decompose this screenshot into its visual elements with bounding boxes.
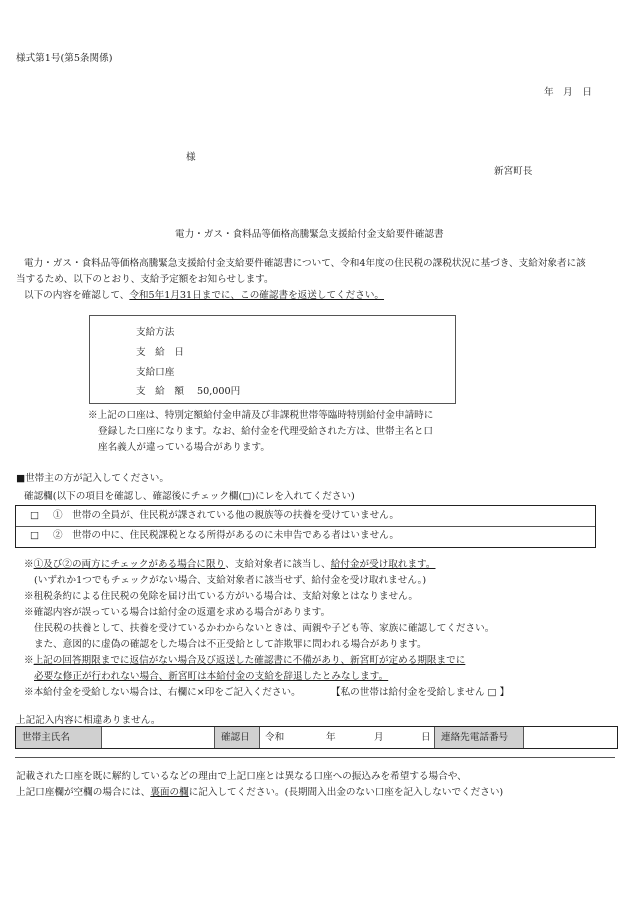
section-heading: ■世帯主の方が記入してください。: [16, 473, 169, 484]
account-note-line-1: ※上記の口座は、特別定額給付金申請及び非課税世帯等臨時特別給付金申請時に: [88, 410, 434, 421]
divider: [15, 757, 615, 758]
check-text-2: ② 世帯の中に、住民税課税となる所得があるのに未申告である者はいません。: [53, 530, 399, 541]
payment-method-label: 支給方法: [136, 327, 175, 338]
check-table: [15, 505, 596, 548]
note-3-continuation-1: 住民税の扶養として、扶養を受けているかわからないときは、両親や子ども等、家族に確認してください。: [34, 623, 495, 634]
back-page-reference: 裏面の欄: [150, 787, 189, 798]
account-note-line-3: 座名義人が違っている場合があります。: [98, 442, 270, 453]
confirm-date-label: 確認日: [215, 727, 260, 748]
date-year: 年: [326, 732, 336, 743]
intro-line-2: 当するため、以下のとおり、支給予定額をお知らせします。: [16, 274, 274, 285]
payment-info-box: [89, 315, 456, 404]
confirm-date-field[interactable]: [260, 727, 435, 748]
note-4-mark: ※: [24, 655, 34, 666]
check-text-1: ① 世帯の全員が、住民税が課されている他の親族等の扶養を受けていません。: [53, 510, 399, 521]
check-instruction: 確認欄(以下の項目を確認し、確認後にチェック欄(□)にレを入れてください): [24, 491, 355, 502]
intro-line-1: 電力・ガス・食料品等価格高騰緊急支援給付金支給要件確認書について、令和4年度の住民税の課税状況に基づき、支給対象者に該: [24, 258, 586, 269]
note-1: [24, 556, 435, 570]
payment-account-label: 支給口座: [136, 367, 175, 378]
note-1-result: 給付金が受け取れます。: [330, 559, 436, 570]
document-title: 電力・ガス・食料品等価格高騰緊急支援給付金支給要件確認書: [175, 229, 444, 240]
intro-line-3-prefix: 以下の内容を確認して、: [24, 290, 130, 301]
form-number: 様式第1号(第5条関係): [16, 53, 113, 64]
check-row-1: [16, 506, 595, 527]
phone-field[interactable]: [524, 727, 617, 748]
footer-line-2: [16, 784, 503, 798]
footer-line-2-suffix: に記入してください。(長期間入出金のない口座を記入しないでください): [188, 787, 504, 798]
intro-line-3: [24, 287, 384, 301]
check-box-2[interactable]: □: [30, 530, 40, 541]
note-1-middle: 、支給対象者に該当し、: [225, 559, 331, 570]
decline-checkbox-label[interactable]: 【私の世帯は給付金を受給しません □ 】: [331, 687, 510, 698]
householder-name-field[interactable]: [102, 727, 215, 748]
addressee-suffix: 様: [186, 152, 196, 163]
date-month: 月: [374, 732, 384, 743]
confirm-statement: 上記記入内容に相違ありません。: [16, 715, 161, 726]
note-1-continuation: (いずれか1つでもチェックがない場合、支給対象者に該当せず、給付金を受け取れません。): [34, 575, 427, 586]
note-4: [24, 652, 465, 666]
date-day: 日: [421, 732, 431, 743]
householder-name-label: 世帯主氏名: [16, 727, 102, 748]
note-4-text: 上記の回答期限までに返信がない場合及び返送した確認書に不備があり、新宮町が定める期限までに: [33, 655, 466, 666]
note-3: ※確認内容が誤っている場合は給付金の返還を求める場合があります。: [24, 607, 331, 618]
note-3-continuation-2: また、意図的に虚偽の確認をした場合は不正受給として詐欺罪に問われる場合があります。: [34, 639, 427, 650]
date-line: 年 月 日: [544, 87, 592, 98]
payment-date-label: 支 給 日: [136, 347, 184, 358]
footer-line-1: 記載された口座を既に解約しているなどの理由で上記口座とは異なる口座への振込みを希望する場合や、: [16, 771, 467, 782]
payment-amount-value: 50,000円: [197, 386, 241, 397]
payment-amount-label: 支 給 額: [136, 386, 184, 397]
return-deadline: 令和5年1月31日までに、この確認書を返送してください。: [129, 290, 385, 301]
account-note-line-2: 登録した口座になります。なお、給付金を代理受給された方は、世帯主名と口: [98, 426, 434, 437]
note-5: ※本給付金を受給しない場合は、右欄に×印をご記入ください。: [24, 687, 301, 698]
payment-amount-row: [136, 383, 240, 397]
date-era: 令和: [265, 732, 285, 743]
note-1-mark: ※: [24, 559, 34, 570]
note-2: ※租税条約による住民税の免除を届け出ている方がいる場合は、支給対象とはなりません。: [24, 591, 418, 602]
footer-line-2-prefix: 上記口座欄が空欄の場合には、: [16, 787, 151, 798]
check-row-2: [16, 526, 595, 546]
issuer-name: 新宮町長: [494, 166, 533, 177]
note-4-continuation: 必要な修正が行われない場合、新宮町は本給付金の支給を辞退したとみなします。: [34, 671, 389, 682]
householder-form-table: [15, 726, 618, 749]
phone-label: 連絡先電話番号: [435, 727, 524, 748]
check-box-1[interactable]: □: [30, 510, 40, 521]
note-1-condition: ①及び②の両方にチェックがある場合に限り: [33, 559, 226, 570]
